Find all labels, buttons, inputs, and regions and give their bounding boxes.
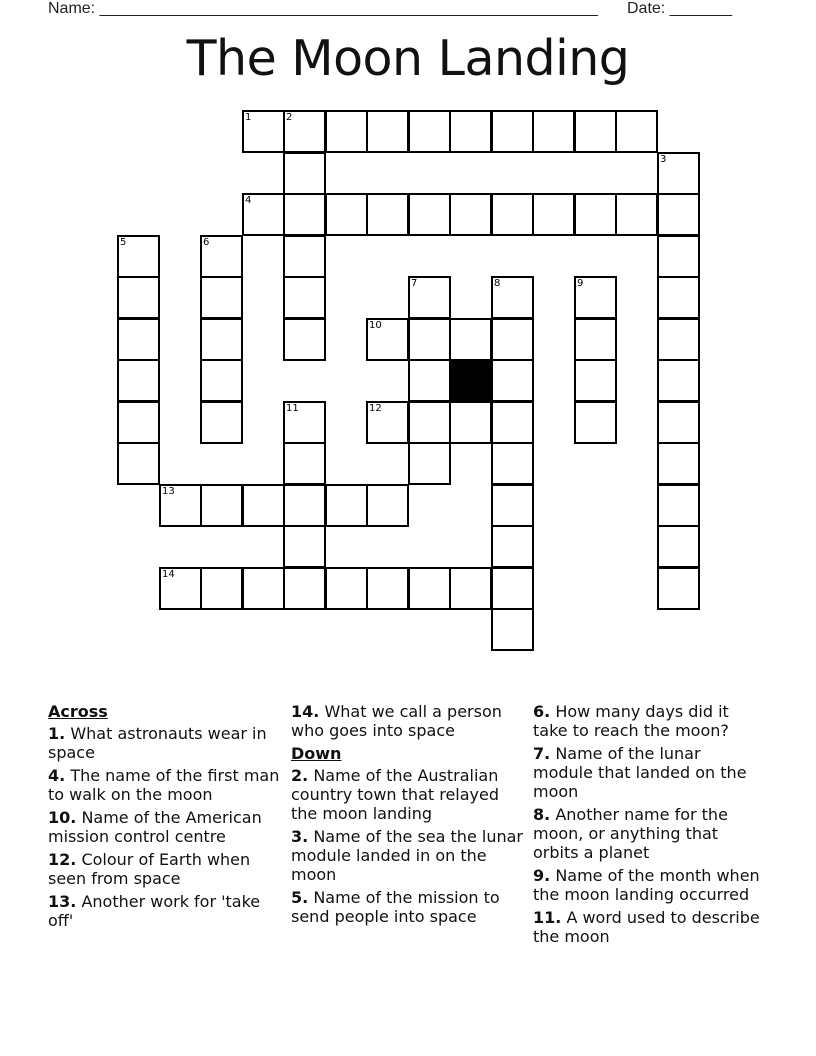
- crossword-cell[interactable]: [366, 110, 409, 153]
- clue-number: 2.: [291, 766, 309, 785]
- crossword-cell[interactable]: [449, 193, 492, 236]
- crossword-cell[interactable]: [200, 567, 243, 610]
- clue-number: 4.: [48, 766, 66, 785]
- crossword-cell[interactable]: [325, 567, 368, 610]
- crossword-cell[interactable]: [449, 318, 492, 361]
- crossword-cell[interactable]: [657, 525, 700, 568]
- cell-number: 11: [286, 403, 299, 414]
- clue-text: A word used to describe the moon: [533, 908, 760, 946]
- clue-down-3: [291, 827, 523, 884]
- cell-number: 9: [577, 278, 584, 289]
- crossword-cell[interactable]: [117, 442, 160, 485]
- crossword-cell[interactable]: [200, 235, 243, 278]
- crossword-cell[interactable]: [574, 318, 617, 361]
- crossword-cell[interactable]: [657, 318, 700, 361]
- crossword-cell[interactable]: [491, 276, 534, 319]
- clue-across-13: [48, 892, 280, 930]
- clue-across-4: [48, 766, 280, 804]
- cell-number: 2: [286, 112, 293, 123]
- crossword-cell[interactable]: [242, 193, 285, 236]
- clue-text: Name of the month when the moon landing occurred: [533, 866, 760, 904]
- crossword-cell[interactable]: [283, 110, 326, 153]
- crossword-cell[interactable]: [657, 442, 700, 485]
- crossword-cell[interactable]: [449, 567, 492, 610]
- clue-number: 9.: [533, 866, 551, 885]
- clue-across-14: [291, 702, 523, 740]
- crossword-cell[interactable]: [283, 567, 326, 610]
- crossword-cell[interactable]: [200, 484, 243, 527]
- clues-column-1: [48, 702, 280, 934]
- crossword-cell[interactable]: [574, 401, 617, 444]
- cell-number: 7: [411, 278, 418, 289]
- crossword-cell[interactable]: [159, 484, 202, 527]
- cell-number: 5: [120, 237, 127, 248]
- crossword-cell[interactable]: [283, 484, 326, 527]
- crossword-block: [449, 359, 492, 402]
- crossword-cell[interactable]: [200, 359, 243, 402]
- crossword-cell[interactable]: [657, 193, 700, 236]
- crossword-cell[interactable]: [491, 318, 534, 361]
- clue-down-6: [533, 702, 765, 740]
- clue-number: 5.: [291, 888, 309, 907]
- crossword-cell[interactable]: [449, 110, 492, 153]
- cell-number: 10: [369, 320, 382, 331]
- crossword-cell[interactable]: [117, 401, 160, 444]
- crossword-cell[interactable]: [366, 193, 409, 236]
- crossword-cell[interactable]: [242, 110, 285, 153]
- clue-number: 6.: [533, 702, 551, 721]
- crossword-cell[interactable]: [325, 193, 368, 236]
- crossword-cell[interactable]: [491, 567, 534, 610]
- crossword-cell[interactable]: [574, 359, 617, 402]
- clue-down-7: [533, 744, 765, 801]
- clue-text: Name of the Australian country town that relayed the moon landing: [291, 766, 500, 823]
- crossword-cell[interactable]: [574, 193, 617, 236]
- clue-down-8: [533, 805, 765, 862]
- cell-number: 12: [369, 403, 382, 414]
- page-title: The Moon Landing: [186, 30, 630, 87]
- clue-number: 7.: [533, 744, 551, 763]
- clue-text: What we call a person who goes into space: [291, 702, 502, 740]
- cell-number: 13: [162, 486, 175, 497]
- crossword-cell[interactable]: [283, 152, 326, 195]
- crossword-cell[interactable]: [366, 484, 409, 527]
- crossword-cell[interactable]: [491, 110, 534, 153]
- clues-column-2: [291, 702, 523, 930]
- crossword-cell[interactable]: [491, 525, 534, 568]
- crossword-cell[interactable]: [491, 359, 534, 402]
- crossword-cell[interactable]: [408, 276, 451, 319]
- crossword-cell[interactable]: [366, 401, 409, 444]
- clue-number: 12.: [48, 850, 77, 869]
- crossword-cell[interactable]: [408, 442, 451, 485]
- crossword-cell[interactable]: [117, 235, 160, 278]
- crossword-cell[interactable]: [325, 110, 368, 153]
- cell-number: 14: [162, 569, 175, 580]
- clue-text: Another work for 'take off': [48, 892, 261, 930]
- clue-text: Name of the sea the lunar module landed in on the moon: [291, 827, 523, 884]
- crossword-cell[interactable]: [283, 235, 326, 278]
- clue-text: Colour of Earth when seen from space: [48, 850, 251, 888]
- date-field-label: Date: _______: [627, 0, 732, 17]
- cell-number: 6: [203, 237, 210, 248]
- crossword-cell[interactable]: [574, 276, 617, 319]
- clue-number: 11.: [533, 908, 562, 927]
- clue-text: Another name for the moon, or anything that orbits a planet: [533, 805, 728, 862]
- crossword-cell[interactable]: [532, 193, 575, 236]
- crossword-cell[interactable]: [574, 110, 617, 153]
- crossword-cell[interactable]: [657, 567, 700, 610]
- crossword-cell[interactable]: [657, 276, 700, 319]
- clue-text: The name of the first man to walk on the moon: [48, 766, 280, 804]
- clue-text: What astronauts wear in space: [48, 724, 267, 762]
- clue-number: 14.: [291, 702, 320, 721]
- crossword-cell[interactable]: [408, 401, 451, 444]
- crossword-cell[interactable]: [532, 110, 575, 153]
- clue-number: 13.: [48, 892, 77, 911]
- crossword-cell[interactable]: [615, 193, 658, 236]
- crossword-cell[interactable]: [200, 318, 243, 361]
- crossword-cell[interactable]: [117, 318, 160, 361]
- crossword-cell[interactable]: [491, 484, 534, 527]
- crossword-cell[interactable]: [283, 525, 326, 568]
- clue-text: Name of the mission to send people into space: [291, 888, 500, 926]
- crossword-cell[interactable]: [491, 193, 534, 236]
- clue-text: Name of the American mission control centre: [48, 808, 262, 846]
- clue-down-5: [291, 888, 523, 926]
- clues-column-3: [533, 702, 765, 950]
- crossword-cell[interactable]: [117, 276, 160, 319]
- crossword-cell[interactable]: [657, 235, 700, 278]
- clue-across-1: [48, 724, 280, 762]
- crossword-cell[interactable]: [449, 401, 492, 444]
- crossword-cell[interactable]: [615, 110, 658, 153]
- crossword-cell[interactable]: [408, 193, 451, 236]
- crossword-cell[interactable]: [283, 318, 326, 361]
- crossword-cell[interactable]: [283, 193, 326, 236]
- crossword-cell[interactable]: [408, 359, 451, 402]
- cell-number: 4: [245, 195, 252, 206]
- crossword-cell[interactable]: [200, 401, 243, 444]
- clue-text: Name of the lunar module that landed on the moon: [533, 744, 747, 801]
- clue-number: 8.: [533, 805, 551, 824]
- clue-number: 10.: [48, 808, 77, 827]
- crossword-cell[interactable]: [408, 567, 451, 610]
- crossword-cell[interactable]: [657, 484, 700, 527]
- crossword-cell[interactable]: [366, 318, 409, 361]
- cell-number: 3: [660, 154, 667, 165]
- clue-across-10: [48, 808, 280, 846]
- crossword-cell[interactable]: [283, 401, 326, 444]
- crossword-cell[interactable]: [242, 484, 285, 527]
- clue-text: How many days did it take to reach the moon?: [533, 702, 729, 740]
- crossword-cell[interactable]: [200, 276, 243, 319]
- crossword-cell[interactable]: [491, 608, 534, 651]
- crossword-cell[interactable]: [159, 567, 202, 610]
- down-heading: Down: [291, 744, 342, 763]
- crossword-cell[interactable]: [242, 567, 285, 610]
- across-heading: Across: [48, 702, 108, 721]
- crossword-cell[interactable]: [283, 442, 326, 485]
- crossword-cell[interactable]: [325, 484, 368, 527]
- crossword-cell[interactable]: [491, 401, 534, 444]
- crossword-cell[interactable]: [408, 318, 451, 361]
- crossword-cell[interactable]: [366, 567, 409, 610]
- clue-number: 3.: [291, 827, 309, 846]
- name-field-label: Name: ________________________________________________________: [48, 0, 598, 17]
- clue-down-9: [533, 866, 765, 904]
- crossword-cell[interactable]: [657, 359, 700, 402]
- clue-number: 1.: [48, 724, 66, 743]
- cell-number: 8: [494, 278, 501, 289]
- clue-down-2: [291, 766, 523, 823]
- clue-across-12: [48, 850, 280, 888]
- cell-number: 1: [245, 112, 252, 123]
- clue-down-11: [533, 908, 765, 946]
- crossword-cell[interactable]: [657, 401, 700, 444]
- crossword-cell[interactable]: [408, 110, 451, 153]
- crossword-cell[interactable]: [117, 359, 160, 402]
- crossword-cell[interactable]: [283, 276, 326, 319]
- crossword-cell[interactable]: [491, 442, 534, 485]
- crossword-cell[interactable]: [657, 152, 700, 195]
